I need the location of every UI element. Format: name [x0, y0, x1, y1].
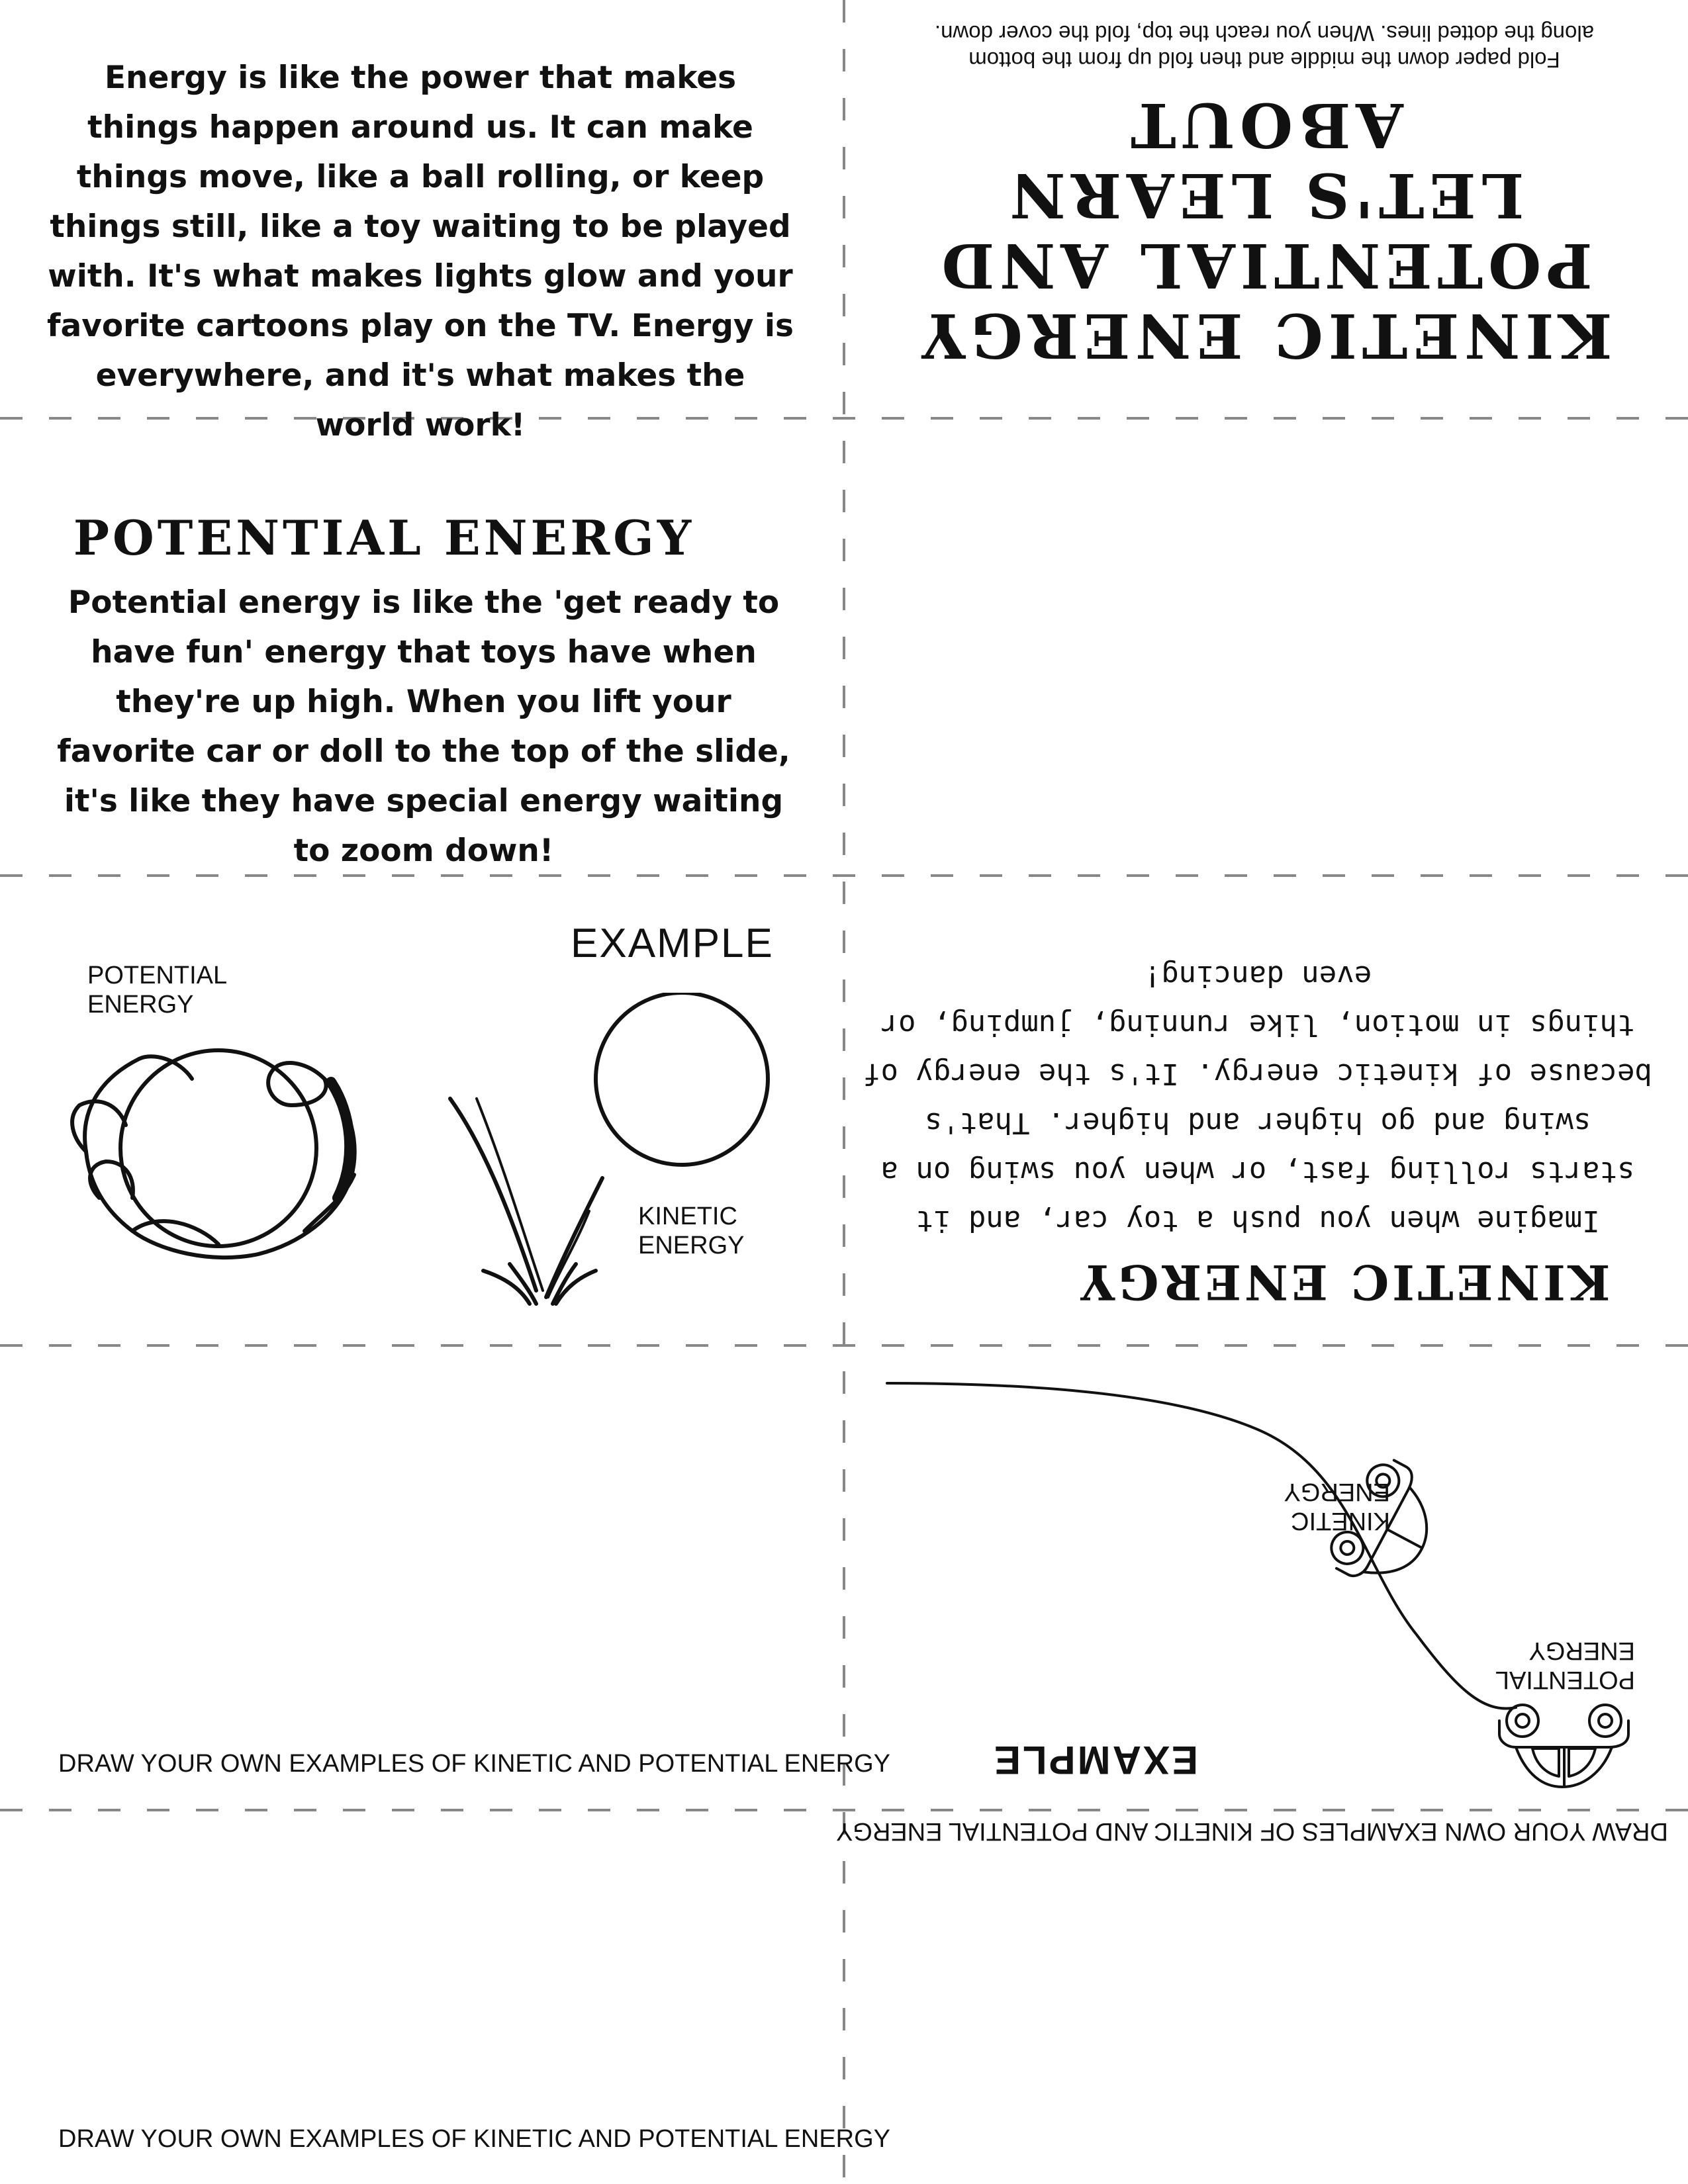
car-on-track-icon [861, 1350, 1668, 1800]
draw-prompt-right: DRAW YOUR OWN EXAMPLES OF KINETIC AND POTENTIAL ENERGY [835, 1817, 1668, 1845]
car-example-panel [861, 1350, 1668, 1800]
ball-example-panel [0, 887, 841, 1337]
draw-prompt-lower: DRAW YOUR OWN EXAMPLES OF KINETIC AND POTENTIAL ENERGY [58, 2125, 891, 2153]
cover-panel [861, 13, 1668, 384]
intro-panel [40, 53, 801, 443]
fold-instructions-line-2: along the dotted lines. When you reach the top, fold the cover down. [934, 21, 1595, 46]
draw-panel-right [835, 1817, 1675, 2174]
ball-example-title: EXAMPLE [571, 921, 774, 966]
bouncing-ball-icon [437, 993, 781, 1324]
ball-kinetic-label-text: KINETIC ENERGY [638, 1203, 745, 1259]
ball-potential-label-text: POTENTIAL ENERGY [87, 962, 226, 1019]
fold-instructions [861, 20, 1668, 73]
cover-title-line-1: KINETIC ENERGY [916, 300, 1613, 371]
kinetic-energy-text: Imagine when you push a toy car, and it starts rolling fast, or when you swing on a swing and go higher and higher. That's because of kinetic energy. It's the energy of things in motion, like running, jumping, or even dancing! [863, 959, 1653, 1238]
car-kinetic-icon [1323, 1453, 1452, 1600]
kinetic-energy-heading: KINETIC ENERGY [1077, 1254, 1611, 1310]
car-example-title: EXAMPLE [992, 1738, 1198, 1782]
intro-text: Energy is like the power that makes things happen around us. It can make things move, like a ball rolling, or keep things still, like a toy waiting to be played with. It's what makes lights glow and your favorite cartoons play on the TV. Energy is everywhere, and it's what makes the world work! [47, 60, 794, 443]
potential-energy-heading: POTENTIAL ENERGY [73, 510, 695, 566]
cover-title-line-3: LET'S LEARN ABOUT [1004, 89, 1524, 231]
kinetic-energy-panel [861, 913, 1655, 1310]
draw-panel-lower [0, 1817, 891, 2174]
draw-panel-upper [0, 1350, 891, 1800]
car-potential-icon [1499, 1705, 1628, 1787]
hand-holding-ball-icon [60, 1032, 371, 1271]
car-kinetic-label-text: KINETIC ENERGY [1284, 1478, 1390, 1535]
draw-prompt-upper: DRAW YOUR OWN EXAMPLES OF KINETIC AND POTENTIAL ENERGY [58, 1750, 891, 1778]
fold-instructions-line-1: Fold paper down the middle and then fold up from the bottom [968, 48, 1560, 72]
car-potential-label-text: POTENTIAL ENERGY [1496, 1637, 1635, 1694]
potential-energy-panel [46, 510, 801, 869]
cover-title [861, 90, 1668, 371]
ball-potential-label [87, 961, 259, 1019]
potential-energy-text: Potential energy is like the 'get ready to have fun' energy that toys have when they're up high. When you lift your favorite car or doll to the top of the slide, it's like they have special energy waiting to zoom down! [57, 584, 790, 869]
cover-title-line-2: POTENTIAL AND [936, 230, 1593, 301]
